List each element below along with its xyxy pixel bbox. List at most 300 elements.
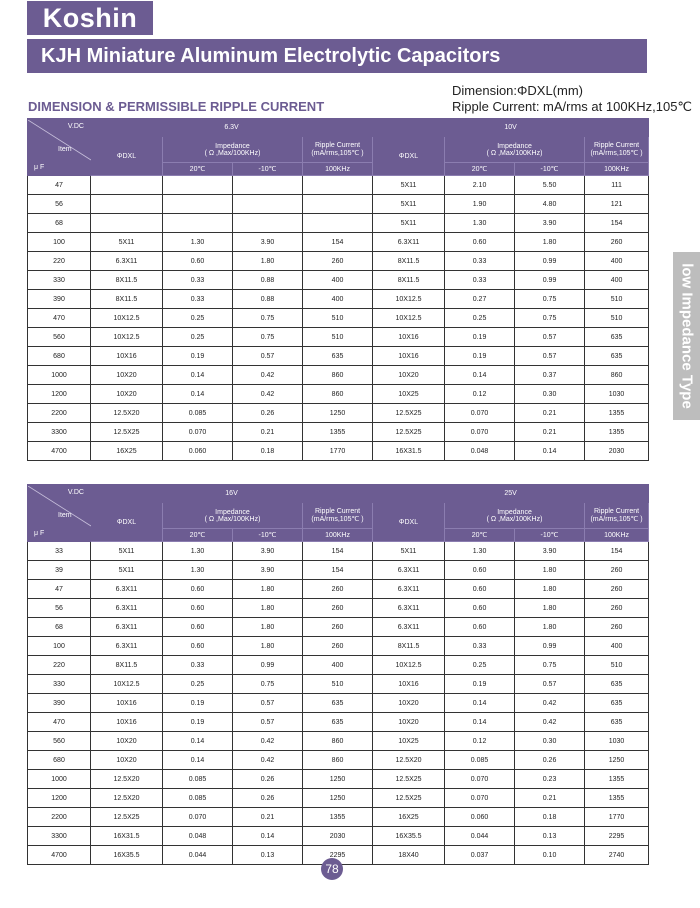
table-cell: 0.88 [233, 290, 303, 309]
table-cell: 0.14 [445, 366, 515, 385]
table-cell: 1770 [585, 808, 649, 827]
table-cell: 0.33 [445, 252, 515, 271]
table-cell: 10X16 [373, 675, 445, 694]
table-cell: 5X11 [373, 176, 445, 195]
table-cell: 0.14 [515, 442, 585, 461]
header-corner-cell [28, 485, 91, 542]
table-cell: 260 [303, 599, 373, 618]
table-cell: 12.5X25 [91, 423, 163, 442]
table-cell: 0.25 [445, 309, 515, 328]
table-cell: 3.90 [233, 542, 303, 561]
table-cell: 154 [585, 214, 649, 233]
table-cell: 0.14 [233, 827, 303, 846]
table-cell: 16X25 [373, 808, 445, 827]
table-cell: 0.19 [163, 347, 233, 366]
table-cell: 1.90 [445, 195, 515, 214]
table-row [28, 328, 649, 347]
table-cell: 12.5X20 [91, 789, 163, 808]
table-cell: 68 [28, 214, 91, 233]
table-cell: 10X12.5 [373, 290, 445, 309]
impedance-label: Impedance [497, 142, 532, 150]
table-cell: 1250 [303, 770, 373, 789]
table-cell: 6.3X11 [373, 599, 445, 618]
table-cell: 10X16 [91, 713, 163, 732]
table-cell: 0.33 [163, 271, 233, 290]
table-cell: 0.21 [233, 423, 303, 442]
table-cell: 1000 [28, 770, 91, 789]
table-cell: 0.085 [163, 789, 233, 808]
table-cell: 0.044 [445, 827, 515, 846]
table-cell: 860 [303, 366, 373, 385]
table-cell: 1.30 [163, 542, 233, 561]
table-row [28, 366, 649, 385]
table-cell: 0.88 [233, 271, 303, 290]
table-row [28, 789, 649, 808]
table-cell: 0.57 [233, 347, 303, 366]
table-cell: 0.048 [163, 827, 233, 846]
table-cell: 10X20 [91, 385, 163, 404]
table-cell: 16X31.5 [373, 442, 445, 461]
table-cell: 0.21 [515, 404, 585, 423]
table-cell: 1355 [585, 404, 649, 423]
table-cell: 1.80 [515, 233, 585, 252]
table-cell: 1.80 [233, 618, 303, 637]
table-row [28, 442, 649, 461]
table-cell: 510 [303, 309, 373, 328]
impedance-sub-label: ( Ω ,Max/100KHz) [486, 149, 543, 157]
right-dxl-header: ΦDXL [373, 137, 445, 176]
table-cell: 3300 [28, 827, 91, 846]
table-cell: 1.80 [233, 637, 303, 656]
dimension-note: Dimension:ΦDXL(mm) [452, 83, 584, 98]
table-cell: 3.90 [515, 214, 585, 233]
table-cell: 0.99 [515, 271, 585, 290]
table-cell: 1.80 [515, 599, 585, 618]
side-tab-label: low Impedance Type [678, 263, 695, 409]
table-cell: 0.75 [515, 309, 585, 328]
table-cell: 0.60 [445, 561, 515, 580]
table-cell: 860 [303, 385, 373, 404]
table-cell: 0.75 [233, 675, 303, 694]
table-cell: 10X20 [373, 713, 445, 732]
table-cell: 0.23 [515, 770, 585, 789]
table-cell: 0.60 [445, 599, 515, 618]
left-freq-header: 100KHz [303, 163, 373, 176]
table-cell: 260 [585, 561, 649, 580]
table-cell: 0.25 [163, 328, 233, 347]
table-cell: 0.070 [445, 789, 515, 808]
table-cell: 5X11 [91, 561, 163, 580]
table-cell: 1030 [585, 385, 649, 404]
table-cell: 0.21 [233, 808, 303, 827]
table-row [28, 252, 649, 271]
table-cell: 635 [585, 328, 649, 347]
table-cell: 10X20 [91, 732, 163, 751]
table-cell: 16X35.5 [91, 846, 163, 865]
table-cell: 400 [303, 271, 373, 290]
table-cell: 0.60 [163, 580, 233, 599]
table-cell [303, 176, 373, 195]
table-cell: 0.19 [445, 675, 515, 694]
table-cell: 10X16 [373, 328, 445, 347]
table-cell: 0.14 [445, 713, 515, 732]
table-cell: 3.90 [233, 233, 303, 252]
right-impedance-header [445, 137, 585, 163]
table-cell: 10X20 [373, 366, 445, 385]
table-cell: 635 [585, 713, 649, 732]
table-cell: 510 [585, 290, 649, 309]
table-cell: 10X16 [91, 347, 163, 366]
table-cell: 33 [28, 542, 91, 561]
table-cell: 860 [303, 751, 373, 770]
table-row [28, 271, 649, 290]
ripple-label: Ripple Current [314, 142, 361, 149]
table-cell [303, 195, 373, 214]
table-cell: 154 [303, 233, 373, 252]
right-voltage-header: 10V [373, 119, 649, 137]
table-cell: 6.3X11 [91, 252, 163, 271]
table-cell: 0.21 [515, 789, 585, 808]
table-cell: 0.060 [163, 442, 233, 461]
table-cell: 16X25 [91, 442, 163, 461]
vdc-label: V.DC [67, 489, 84, 496]
table-cell: 0.14 [163, 385, 233, 404]
table-cell: 0.99 [515, 637, 585, 656]
side-tab [673, 252, 700, 420]
table-cell: 0.27 [445, 290, 515, 309]
right-ripple-header [585, 137, 649, 163]
right-ripple-header [585, 503, 649, 529]
table-row [28, 732, 649, 751]
table-row [28, 347, 649, 366]
table-cell: 0.57 [515, 675, 585, 694]
table-cell: 0.25 [163, 309, 233, 328]
table-row [28, 808, 649, 827]
table-cell: 0.14 [163, 366, 233, 385]
table-cell [91, 176, 163, 195]
table-cell: 1250 [303, 404, 373, 423]
table-cell: 260 [303, 637, 373, 656]
table-cell: 220 [28, 252, 91, 271]
table-cell: 635 [303, 694, 373, 713]
table-cell: 1.30 [445, 214, 515, 233]
right-temp-minus10-header: -10℃ [515, 529, 585, 542]
table-cell: 10X12.5 [373, 656, 445, 675]
table-cell: 0.12 [445, 385, 515, 404]
table-cell: 0.19 [445, 328, 515, 347]
table-cell: 0.33 [163, 290, 233, 309]
header-row-params [28, 137, 649, 163]
table-cell: 0.33 [163, 656, 233, 675]
table-cell: 0.75 [515, 290, 585, 309]
table-cell: 260 [303, 618, 373, 637]
table-cell: 10X20 [373, 694, 445, 713]
table-row [28, 290, 649, 309]
table-cell: 10X25 [373, 385, 445, 404]
table-cell: 2030 [303, 827, 373, 846]
table-cell: 1355 [303, 808, 373, 827]
table-cell: 2.10 [445, 176, 515, 195]
table-cell: 510 [303, 328, 373, 347]
table-cell: 680 [28, 347, 91, 366]
ripple-sub-label: (mA/rms,105℃ ) [590, 150, 643, 157]
table-cell: 3300 [28, 423, 91, 442]
page-title: KJH Miniature Aluminum Electrolytic Capacitors [27, 39, 647, 73]
uf-label: μ F [34, 164, 45, 171]
ripple-label: Ripple Current [593, 508, 640, 515]
spec-table-2 [27, 484, 649, 865]
table-cell: 2200 [28, 404, 91, 423]
table-row [28, 580, 649, 599]
table-row [28, 385, 649, 404]
table-row [28, 713, 649, 732]
left-temp-20-header: 20℃ [163, 163, 233, 176]
table-cell: 12.5X25 [373, 789, 445, 808]
table-cell: 0.42 [515, 694, 585, 713]
table-row [28, 637, 649, 656]
table-cell [303, 214, 373, 233]
table-cell: 1.80 [233, 252, 303, 271]
item-label: Item [58, 146, 72, 153]
table-cell: 10X12.5 [91, 675, 163, 694]
table-cell: 6.3X11 [91, 637, 163, 656]
table-cell: 860 [585, 366, 649, 385]
table-cell: 0.14 [445, 694, 515, 713]
table-cell: 154 [303, 561, 373, 580]
table-cell: 0.33 [445, 637, 515, 656]
brand-logo: Koshin [27, 1, 153, 35]
item-label: Item [58, 512, 72, 519]
table-cell: 400 [585, 252, 649, 271]
table-cell: 0.60 [445, 580, 515, 599]
table-cell: 0.060 [445, 808, 515, 827]
table-cell: 0.10 [515, 846, 585, 865]
table-row [28, 214, 649, 233]
table-row [28, 618, 649, 637]
table-cell: 12.5X25 [373, 770, 445, 789]
table-cell: 1200 [28, 789, 91, 808]
table-cell: 2200 [28, 808, 91, 827]
right-impedance-header [445, 503, 585, 529]
left-voltage-header: 16V [91, 485, 373, 503]
table-cell: 0.13 [515, 827, 585, 846]
table-cell: 220 [28, 656, 91, 675]
table-row [28, 827, 649, 846]
ripple-sub-label: (mA/rms,105℃ ) [590, 516, 643, 523]
table-row [28, 770, 649, 789]
table-cell: 8X11.5 [373, 252, 445, 271]
table-row [28, 423, 649, 442]
ripple-sub-label: (mA/rms,105℃ ) [311, 516, 364, 523]
table-cell: 18X40 [373, 846, 445, 865]
table-cell: 6.3X11 [91, 580, 163, 599]
table-cell: 0.21 [515, 423, 585, 442]
table-cell: 390 [28, 290, 91, 309]
table-cell: 260 [303, 580, 373, 599]
table-cell: 510 [585, 309, 649, 328]
table-cell: 12.5X25 [373, 404, 445, 423]
table-cell [91, 195, 163, 214]
table-cell: 1770 [303, 442, 373, 461]
table-cell: 0.25 [163, 675, 233, 694]
left-impedance-header [163, 503, 303, 529]
table-row [28, 656, 649, 675]
table-cell: 0.048 [445, 442, 515, 461]
right-voltage-header: 25V [373, 485, 649, 503]
table-cell: 0.19 [163, 713, 233, 732]
table-cell: 0.070 [445, 404, 515, 423]
table-cell: 0.30 [515, 732, 585, 751]
table-cell: 0.12 [445, 732, 515, 751]
table-cell: 1.80 [515, 580, 585, 599]
table-row [28, 694, 649, 713]
table-cell: 2740 [585, 846, 649, 865]
table-cell: 0.26 [233, 789, 303, 808]
table-cell: 860 [303, 732, 373, 751]
table-cell: 1.30 [445, 542, 515, 561]
table-cell: 400 [303, 656, 373, 675]
table-cell: 5X11 [373, 214, 445, 233]
table-cell: 1200 [28, 385, 91, 404]
table-cell: 154 [585, 542, 649, 561]
table-cell: 510 [303, 675, 373, 694]
table-row [28, 561, 649, 580]
table-cell: 4700 [28, 442, 91, 461]
table-cell: 10X16 [373, 347, 445, 366]
table-cell: 6.3X11 [373, 580, 445, 599]
table-cell: 1.30 [163, 561, 233, 580]
table-cell: 400 [585, 637, 649, 656]
table-cell: 1250 [303, 789, 373, 808]
table-cell: 0.25 [445, 656, 515, 675]
table-cell: 10X20 [91, 751, 163, 770]
table-cell: 6.3X11 [373, 561, 445, 580]
table-cell: 0.044 [163, 846, 233, 865]
table-cell: 5X11 [91, 233, 163, 252]
left-dxl-header: ΦDXL [91, 137, 163, 176]
table-cell: 400 [585, 271, 649, 290]
table-cell: 0.26 [233, 770, 303, 789]
left-ripple-header [303, 137, 373, 163]
table-cell: 10X25 [373, 732, 445, 751]
table-cell: 68 [28, 618, 91, 637]
impedance-label: Impedance [215, 508, 250, 516]
table-cell: 0.42 [233, 751, 303, 770]
table-cell: 635 [585, 675, 649, 694]
table-cell: 330 [28, 675, 91, 694]
left-temp-minus10-header: -10℃ [233, 529, 303, 542]
table-cell: 6.3X11 [91, 618, 163, 637]
table-cell: 0.070 [163, 423, 233, 442]
table-cell: 635 [303, 713, 373, 732]
table-cell: 0.60 [163, 618, 233, 637]
table-cell: 100 [28, 637, 91, 656]
table-cell: 260 [585, 618, 649, 637]
impedance-sub-label: ( Ω ,Max/100KHz) [204, 149, 261, 157]
table-cell [233, 195, 303, 214]
table-cell: 6.3X11 [91, 599, 163, 618]
table-cell: 5X11 [373, 195, 445, 214]
table-cell: 0.75 [233, 309, 303, 328]
table-cell: 56 [28, 599, 91, 618]
table-cell: 680 [28, 751, 91, 770]
table-cell: 1355 [585, 789, 649, 808]
table-cell: 8X11.5 [373, 637, 445, 656]
table-cell: 0.42 [515, 713, 585, 732]
right-temp-20-header: 20℃ [445, 529, 515, 542]
left-voltage-header: 6.3V [91, 119, 373, 137]
table-cell: 0.14 [163, 751, 233, 770]
impedance-label: Impedance [215, 142, 250, 150]
table-cell: 0.26 [233, 404, 303, 423]
page-number: 78 [321, 858, 343, 880]
right-dxl-header: ΦDXL [373, 503, 445, 542]
table-cell: 400 [303, 290, 373, 309]
table-cell: 0.99 [515, 252, 585, 271]
table-cell: 330 [28, 271, 91, 290]
section-title: DIMENSION & PERMISSIBLE RIPPLE CURRENT [28, 99, 325, 114]
table-row [28, 233, 649, 252]
table-cell: 16X31.5 [91, 827, 163, 846]
table-cell: 12.5X20 [91, 770, 163, 789]
table-cell: 12.5X20 [91, 404, 163, 423]
table-cell: 1.30 [163, 233, 233, 252]
table-cell: 0.085 [163, 770, 233, 789]
table-cell: 10X12.5 [91, 309, 163, 328]
impedance-sub-label: ( Ω ,Max/100KHz) [204, 515, 261, 523]
table-cell: 2295 [303, 846, 373, 865]
table-cell: 47 [28, 176, 91, 195]
table-cell: 0.085 [163, 404, 233, 423]
table-cell: 10X20 [91, 366, 163, 385]
table-cell: 0.18 [233, 442, 303, 461]
table-cell: 47 [28, 580, 91, 599]
table-cell: 0.19 [163, 694, 233, 713]
table-cell: 0.26 [515, 751, 585, 770]
table-cell: 12.5X25 [373, 423, 445, 442]
left-freq-header: 100KHz [303, 529, 373, 542]
table-cell: 10X16 [91, 694, 163, 713]
table-cell: 0.57 [515, 347, 585, 366]
table-cell: 0.37 [515, 366, 585, 385]
table-cell: 154 [303, 542, 373, 561]
table-cell: 390 [28, 694, 91, 713]
table-cell: 12.5X20 [373, 751, 445, 770]
table-cell: 5X11 [91, 542, 163, 561]
table-cell: 16X35.5 [373, 827, 445, 846]
table-cell: 0.037 [445, 846, 515, 865]
table-cell: 260 [303, 252, 373, 271]
table-cell: 1355 [303, 423, 373, 442]
table-cell: 0.085 [445, 751, 515, 770]
table-cell: 0.75 [233, 328, 303, 347]
table-cell: 0.070 [445, 423, 515, 442]
right-freq-header: 100KHz [585, 529, 649, 542]
impedance-sub-label: ( Ω ,Max/100KHz) [486, 515, 543, 523]
table-cell: 0.070 [163, 808, 233, 827]
table-row [28, 309, 649, 328]
table-cell: 3.90 [515, 542, 585, 561]
table-cell: 0.57 [233, 713, 303, 732]
table-cell: 635 [303, 347, 373, 366]
table-row [28, 599, 649, 618]
impedance-label: Impedance [497, 508, 532, 516]
table-cell: 0.60 [163, 637, 233, 656]
header-corner-cell [28, 119, 91, 176]
table-cell: 0.18 [515, 808, 585, 827]
table-cell: 5.50 [515, 176, 585, 195]
table-cell: 0.19 [445, 347, 515, 366]
